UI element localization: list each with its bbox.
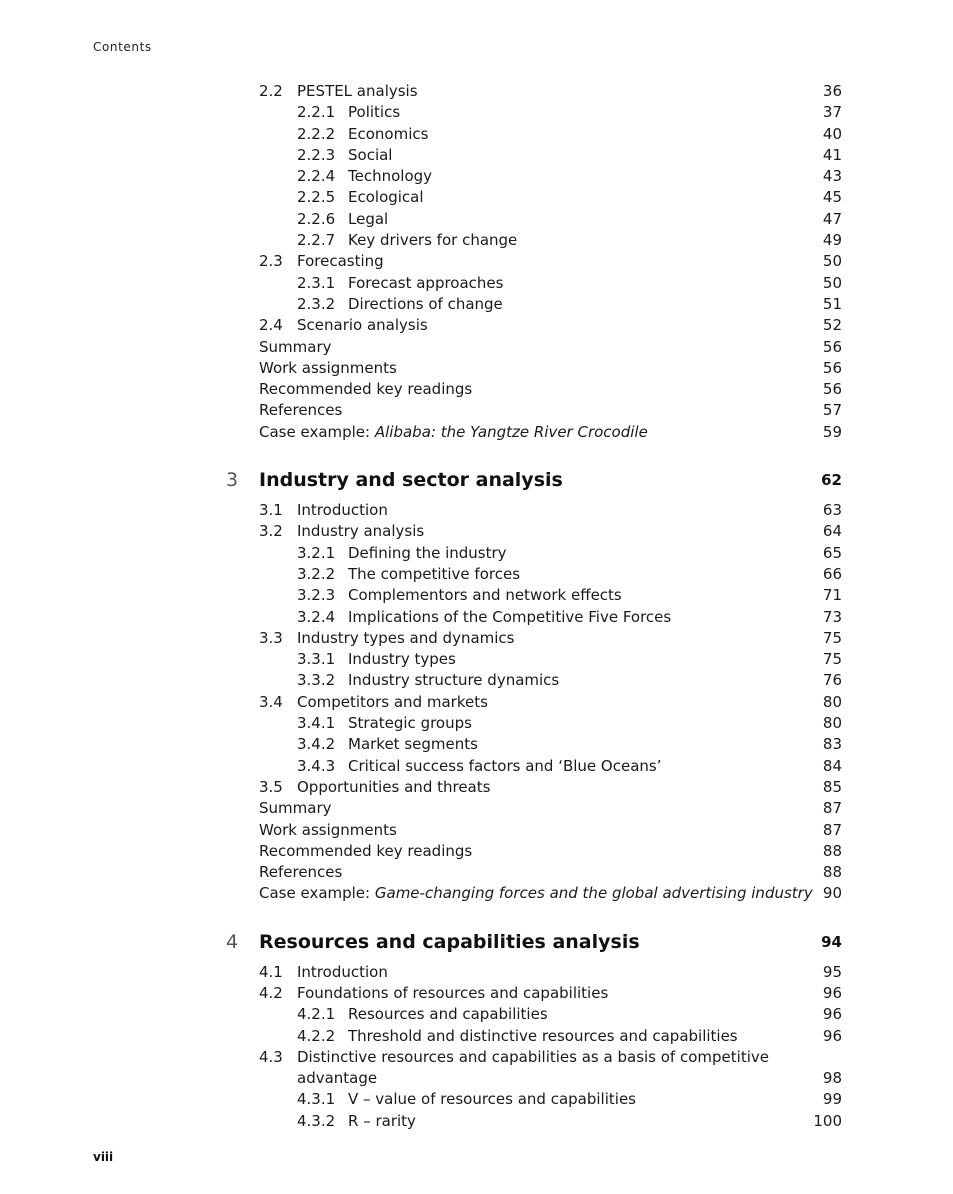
entry-title-text: Social: [348, 145, 393, 164]
entry-title: [297, 500, 388, 521]
entry-number: 3.2.2: [297, 564, 336, 583]
entry-title: [348, 273, 503, 294]
toc-backmatter-entry[interactable]: [0, 820, 953, 841]
entry-title: [297, 962, 388, 983]
entry-title: [348, 294, 503, 315]
entry-title-text: Critical success factors and ‘Blue Oceans’: [348, 756, 662, 775]
entry-page: 50: [822, 252, 842, 271]
toc-subsection-entry[interactable]: [0, 124, 953, 145]
entry-title-text: Industry types: [348, 650, 456, 669]
toc-section-entry[interactable]: [0, 500, 953, 521]
entry-title-text: Politics: [348, 103, 401, 122]
toc-subsection-entry[interactable]: [0, 734, 953, 755]
toc-subsection-entry[interactable]: [0, 187, 953, 208]
entry-title-text: Industry types and dynamics: [297, 628, 515, 647]
entry-title-text: Resources and capabilities: [348, 1005, 548, 1024]
entry-title-text: Directions of change: [348, 294, 503, 313]
entry-page: 56: [822, 380, 842, 399]
entry-number: 2.3: [259, 252, 283, 271]
entry-title: [348, 1111, 416, 1132]
toc-subsection-entry[interactable]: [0, 294, 953, 315]
toc-chapter-3: [0, 465, 953, 905]
entry-page: 83: [822, 735, 842, 754]
entry-number: 2.2.5: [297, 188, 336, 207]
entry-number: 2.3.2: [297, 294, 336, 313]
toc-backmatter-entry[interactable]: [0, 379, 953, 400]
toc-backmatter-entry[interactable]: [0, 883, 953, 904]
entry-page: 47: [822, 209, 842, 228]
entry-title: [348, 1004, 548, 1025]
entry-page: 80: [822, 692, 842, 711]
entry-title: [348, 102, 400, 123]
entry-number: 4.3: [259, 1047, 283, 1066]
entry-title-italic: Game-changing forces and the global advertising industry: [374, 884, 813, 903]
toc-subsection-entry[interactable]: [0, 1111, 953, 1132]
chapter-title: Industry and sector analysis: [259, 469, 563, 492]
entry-number: 3.4.1: [297, 714, 336, 733]
entry-title-text: V – value of resources and capabilities: [348, 1090, 636, 1109]
entry-number: 2.2: [259, 82, 283, 100]
entry-number: 2.3.1: [297, 273, 336, 292]
entry-page: 75: [822, 650, 842, 669]
entry-page: 41: [822, 145, 842, 164]
entry-page: 73: [822, 607, 842, 626]
entry-title-text: Threshold and distinctive resources and capabilities: [348, 1026, 738, 1045]
entry-page: 43: [822, 167, 842, 186]
entry-title: [348, 607, 671, 628]
entry-title-text: Technology: [348, 167, 433, 186]
entry-page: 52: [822, 316, 842, 335]
entry-page: 88: [822, 863, 842, 882]
entry-number: 3.3: [259, 628, 283, 647]
entry-page: 87: [822, 799, 842, 818]
entry-page: 66: [822, 564, 842, 583]
entry-page: 76: [822, 671, 842, 690]
entry-title-text: Work assignments: [259, 358, 397, 377]
entry-number: 3.3.1: [297, 650, 336, 669]
toc-backmatter-entry[interactable]: [0, 400, 953, 421]
entry-title: [348, 756, 661, 777]
entry-title: [259, 820, 397, 841]
toc-subsection-entry[interactable]: [0, 209, 953, 230]
entry-title: [348, 1026, 738, 1047]
toc-subsection-entry[interactable]: [0, 102, 953, 123]
entry-number: 3.2.1: [297, 543, 336, 562]
entry-title-text: Economics: [348, 124, 429, 143]
entry-number: 2.2.6: [297, 209, 336, 228]
entry-title-text: References: [259, 401, 343, 420]
entry-title-text: Industry structure dynamics: [348, 671, 560, 690]
entry-title-text: Introduction: [297, 962, 388, 981]
page-number: viii: [93, 1150, 114, 1164]
entry-page: 96: [822, 1005, 842, 1024]
entry-title-text: Key drivers for change: [348, 231, 518, 250]
entry-page: 99: [822, 1090, 842, 1109]
entry-title: [348, 649, 456, 670]
entry-page: 87: [822, 820, 842, 839]
entry-title: [259, 379, 472, 400]
entry-title: [348, 670, 559, 691]
entry-number: 3.4: [259, 692, 283, 711]
entry-number: 2.2.3: [297, 145, 336, 164]
entry-title-text: References: [259, 863, 343, 882]
entry-title-continuation: advantage: [297, 1069, 378, 1088]
entry-title: [348, 209, 388, 230]
entry-number: 4.2: [259, 983, 283, 1002]
entry-number: 4.1: [259, 962, 283, 981]
toc-subsection-entry[interactable]: [0, 585, 953, 606]
entry-page: 75: [822, 628, 842, 647]
entry-title: [348, 585, 622, 606]
toc-subsection-entry[interactable]: [0, 670, 953, 691]
entry-title-text: Foundations of resources and capabilities: [297, 983, 609, 1002]
toc-section-entry[interactable]: [0, 81, 953, 102]
entry-page: 37: [822, 103, 842, 122]
entry-title-text: Recommended key readings: [259, 841, 473, 860]
entry-title-text: Legal: [348, 209, 389, 228]
entry-number: 3.4.3: [297, 756, 336, 775]
toc-subsection-entry[interactable]: [0, 1004, 953, 1025]
entry-page: 50: [822, 273, 842, 292]
entry-number: 3.1: [259, 501, 283, 520]
entry-title: [297, 628, 515, 649]
entry-title-text: Case example:: [259, 884, 375, 903]
entry-title: [259, 841, 472, 862]
entry-title: [259, 422, 648, 443]
entry-title: [348, 543, 507, 564]
entry-page: 95: [822, 962, 842, 981]
toc-section-entry[interactable]: [0, 628, 953, 649]
entry-title-text: Strategic groups: [348, 714, 472, 733]
toc-section-entry[interactable]: [0, 777, 953, 798]
toc-section-entry[interactable]: [0, 251, 953, 272]
entry-title: [259, 862, 342, 883]
entry-page: 64: [822, 522, 842, 541]
chapter-page: 94: [821, 932, 842, 951]
entry-title-text: Defining the industry: [348, 543, 507, 562]
entry-page: 56: [822, 337, 842, 356]
entry-number: 4.3.2: [297, 1111, 336, 1130]
running-head: Contents: [93, 40, 152, 54]
entry-number: 3.5: [259, 777, 283, 796]
toc-subsection-entry[interactable]: [0, 543, 953, 564]
entry-page: 65: [822, 543, 842, 562]
toc-section-entry[interactable]: [0, 521, 953, 542]
entry-title-text: Work assignments: [259, 820, 397, 839]
entry-title: [348, 734, 478, 755]
entry-title-text: Case example:: [259, 422, 375, 441]
entry-title: [297, 692, 488, 713]
entry-number: 2.2.4: [297, 167, 336, 186]
entry-page: 90: [822, 884, 842, 903]
toc-backmatter-entry[interactable]: [0, 337, 953, 358]
entry-title-italic: Alibaba: the Yangtze River Crocodile: [374, 422, 648, 441]
entry-page: 84: [822, 756, 842, 775]
entry-title: [348, 145, 392, 166]
toc-section-entry[interactable]: [0, 962, 953, 983]
entry-page: 85: [822, 777, 842, 796]
chapter-number: 4: [226, 930, 239, 953]
entry-page: 96: [822, 1026, 842, 1045]
entry-title-text: Ecological: [348, 188, 424, 207]
entry-number: 2.2.7: [297, 231, 336, 250]
toc-backmatter-entry[interactable]: [0, 798, 953, 819]
toc-subsection-entry[interactable]: [0, 166, 953, 187]
entry-number: 2.2.1: [297, 103, 336, 122]
toc-backmatter-entry[interactable]: [0, 358, 953, 379]
entry-number: 3.2.3: [297, 586, 336, 605]
entry-title-text: Recommended key readings: [259, 380, 473, 399]
entry-number: 2.2.2: [297, 124, 336, 143]
entry-title: [348, 564, 520, 585]
table-of-contents: [0, 81, 953, 1132]
entry-title-text: Scenario analysis: [297, 316, 428, 335]
entry-page: 45: [822, 188, 842, 207]
entry-page: 56: [822, 358, 842, 377]
entry-title-text: Industry analysis: [297, 522, 425, 541]
chapter-heading[interactable]: [0, 927, 953, 957]
toc-subsection-entry[interactable]: [0, 273, 953, 294]
entry-page: 57: [822, 401, 842, 420]
entry-number: 2.4: [259, 316, 283, 335]
entry-number: 3.2.4: [297, 607, 336, 626]
chapter-page: 62: [821, 471, 842, 490]
entry-title: [259, 798, 332, 819]
chapter-heading[interactable]: [0, 465, 953, 495]
entry-number: 4.2.1: [297, 1005, 336, 1024]
entry-title-text: Complementors and network effects: [348, 586, 622, 605]
entry-title: [348, 187, 424, 208]
toc-subsection-entry[interactable]: [0, 1089, 953, 1110]
entry-title: [348, 1089, 636, 1110]
toc-subsection-entry[interactable]: [0, 230, 953, 251]
entry-title-text: Introduction: [297, 501, 388, 520]
toc-section-entry[interactable]: [0, 983, 953, 1004]
entry-title-text: R – rarity: [348, 1111, 416, 1130]
toc-entry-continuation[interactable]: [0, 1068, 953, 1089]
entry-title: [297, 251, 384, 272]
entry-page: 63: [822, 501, 842, 520]
entry-page: 40: [822, 124, 842, 143]
toc-chapter-2-continuation: [0, 81, 953, 443]
entry-title-text: The competitive forces: [348, 564, 521, 583]
toc-subsection-entry[interactable]: [0, 145, 953, 166]
entry-page: 98: [822, 1069, 842, 1088]
toc-section-entry[interactable]: [0, 1047, 953, 1068]
toc-backmatter-entry[interactable]: [0, 862, 953, 883]
entry-title: [348, 124, 428, 145]
entry-number: 4.3.1: [297, 1090, 336, 1109]
entry-title-text: Forecasting: [297, 252, 384, 271]
entry-number: 3.3.2: [297, 671, 336, 690]
entry-title: [348, 166, 432, 187]
toc-subsection-entry[interactable]: [0, 607, 953, 628]
toc-chapter-4: [0, 927, 953, 1132]
entry-page: 96: [822, 983, 842, 1002]
entry-page: 100: [813, 1111, 842, 1130]
entry-page: 80: [822, 714, 842, 733]
entry-title-text: Forecast approaches: [348, 273, 504, 292]
entry-title: [259, 337, 332, 358]
entry-title: [297, 983, 608, 1004]
toc-subsection-entry[interactable]: [0, 1026, 953, 1047]
toc-backmatter-entry[interactable]: [0, 422, 953, 443]
chapter-number: 3: [226, 469, 239, 492]
entry-number: 3.2: [259, 522, 283, 541]
entry-title: [348, 713, 472, 734]
entry-title-text: Opportunities and threats: [297, 777, 491, 796]
entry-title-text: Distinctive resources and capabilities as a basis of competitive: [297, 1047, 769, 1066]
entry-title-text: Summary: [259, 337, 332, 356]
entry-number: 4.2.2: [297, 1026, 336, 1045]
entry-title: [259, 358, 397, 379]
entry-title: [297, 777, 490, 798]
toc-section-entry[interactable]: [0, 692, 953, 713]
entry-title: [259, 400, 342, 421]
toc-section-entry[interactable]: [0, 315, 953, 336]
entry-number: 3.4.2: [297, 735, 336, 754]
toc-subsection-entry[interactable]: [0, 713, 953, 734]
toc-backmatter-entry[interactable]: [0, 841, 953, 862]
entry-page: 71: [822, 586, 842, 605]
entry-page: 88: [822, 841, 842, 860]
entry-page: 49: [822, 231, 842, 250]
entry-title: [259, 883, 813, 904]
toc-subsection-entry[interactable]: [0, 564, 953, 585]
toc-subsection-entry[interactable]: [0, 756, 953, 777]
entry-title-text: Market segments: [348, 735, 478, 754]
entry-title-text: Implications of the Competitive Five Forces: [348, 607, 672, 626]
entry-page: 51: [822, 294, 842, 313]
entry-title-text: Competitors and markets: [297, 692, 488, 711]
entry-title: [348, 230, 517, 251]
entry-title: [297, 1047, 769, 1068]
entry-title: [297, 81, 418, 102]
entry-page: 59: [822, 422, 842, 441]
entry-title-text: Summary: [259, 799, 332, 818]
entry-title-text: PESTEL analysis: [297, 82, 418, 100]
entry-title: [297, 521, 424, 542]
chapter-title: Resources and capabilities analysis: [259, 930, 640, 953]
entry-page: 36: [822, 82, 842, 100]
toc-subsection-entry[interactable]: [0, 649, 953, 670]
entry-title: [297, 315, 428, 336]
